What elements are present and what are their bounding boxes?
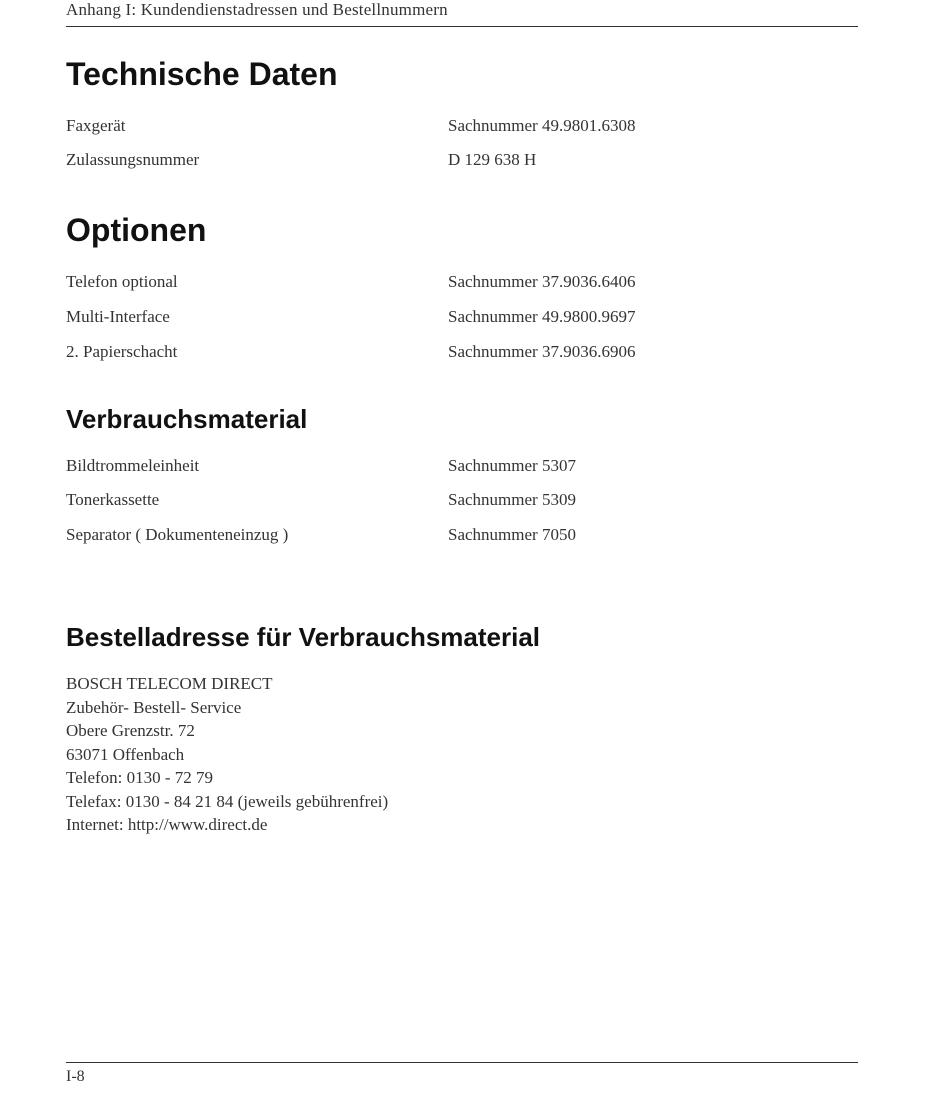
spec-row <box>66 116 858 140</box>
address-city: 63071 Offenbach <box>66 744 185 764</box>
option-value: Sachnummer 49.9800.9697 <box>448 307 636 326</box>
address-fax: Telefax: 0130 - 84 21 84 (jeweils gebührenfrei) <box>66 791 389 811</box>
address-company: BOSCH TELECOM DIRECT <box>66 674 273 693</box>
spec-value: Sachnummer 49.9801.6308 <box>448 116 636 135</box>
option-label: Multi-Interface <box>66 307 170 326</box>
spec-label: Faxgerät <box>66 116 126 135</box>
option-row <box>66 272 858 296</box>
address-department: Zubehör- Bestell- Service <box>66 697 242 717</box>
page-number: I-8 <box>66 1068 85 1085</box>
address-phone: Telefon: 0130 - 72 79 <box>66 768 214 787</box>
supply-value: Sachnummer 5309 <box>448 490 576 509</box>
option-row <box>66 307 858 331</box>
supply-value: Sachnummer 7050 <box>448 525 576 544</box>
spec-label: Zulassungsnummer <box>66 150 200 169</box>
option-label: 2. Papierschacht <box>66 342 178 361</box>
option-value: Sachnummer 37.9036.6406 <box>448 272 636 291</box>
spec-value: D 129 638 H <box>448 150 537 169</box>
heading-optionen: Optionen <box>66 212 207 248</box>
option-value: Sachnummer 37.9036.6906 <box>448 342 636 361</box>
header-divider <box>66 26 858 27</box>
option-label: Telefon optional <box>66 272 178 291</box>
supply-label: Bildtrommeleinheit <box>66 456 200 475</box>
order-address <box>66 672 388 837</box>
running-header: Anhang I: Kundendienstadressen und Bestellnummern <box>66 0 448 19</box>
supply-label: Tonerkassette <box>66 490 160 509</box>
supply-row <box>66 525 858 549</box>
supply-value: Sachnummer 5307 <box>448 456 576 475</box>
heading-technische-daten: Technische Daten <box>66 56 338 92</box>
heading-bestelladresse: Bestelladresse für Verbrauchsmaterial <box>66 622 541 652</box>
supply-label: Separator ( Dokumenteneinzug ) <box>66 525 289 544</box>
heading-verbrauchsmaterial: Verbrauchsmaterial <box>66 404 308 434</box>
address-internet: Internet: http://www.direct.de <box>66 815 268 834</box>
supply-row <box>66 456 858 480</box>
address-street: Obere Grenzstr. 72 <box>66 721 195 740</box>
supply-row <box>66 490 858 514</box>
spec-row <box>66 150 858 174</box>
footer-divider <box>66 1062 858 1063</box>
option-row <box>66 342 858 366</box>
